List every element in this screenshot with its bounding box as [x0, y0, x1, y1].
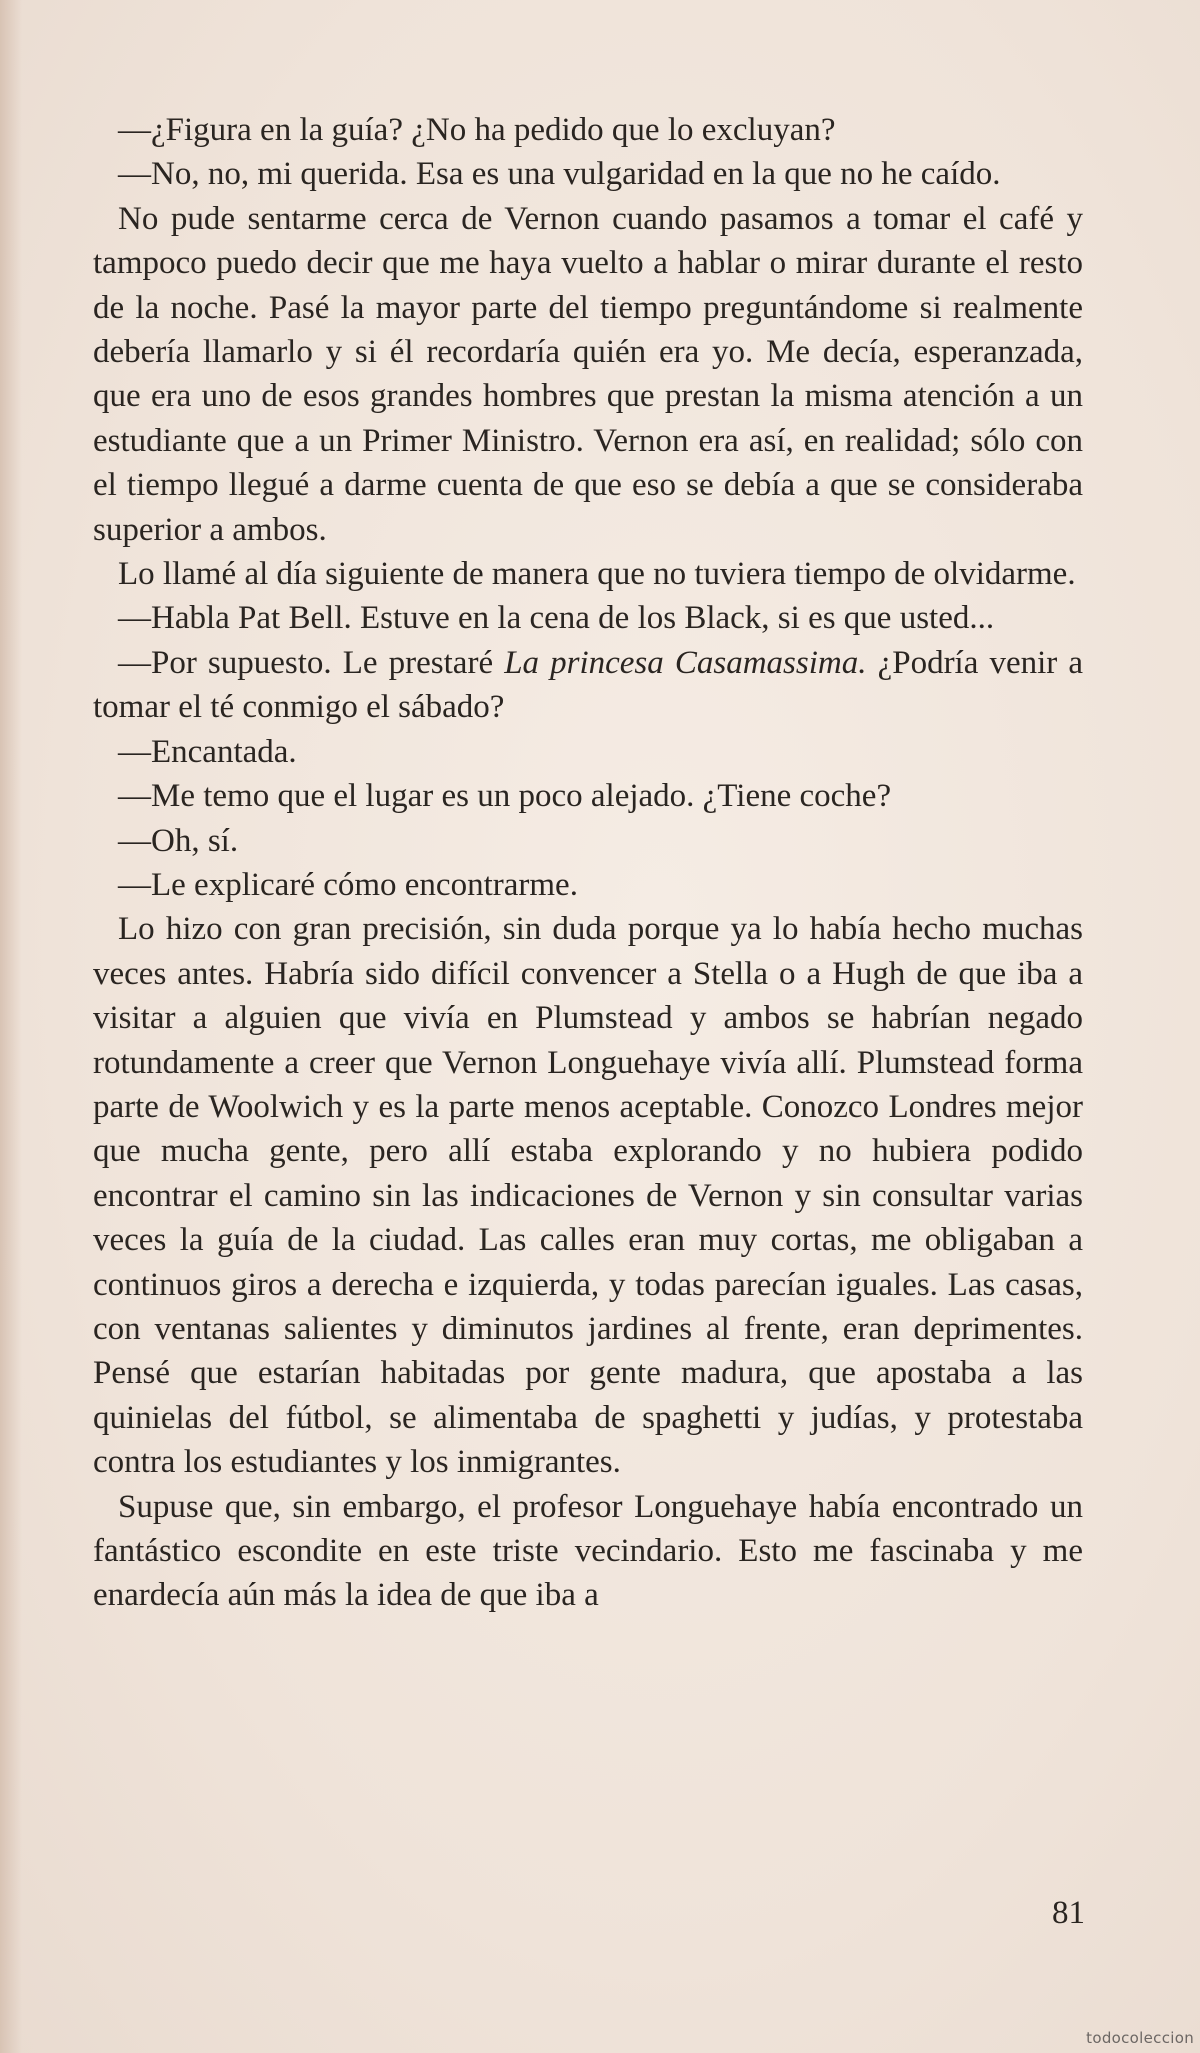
- page-spine-shadow: [0, 0, 22, 2053]
- text-run: ¿Podría venir a tomar el té conmigo el sábado?: [93, 644, 1084, 726]
- paragraph: —Me temo que el lugar es un poco alejado. ¿Tiene coche?: [118, 778, 892, 815]
- watermark-text: todocoleccion: [1086, 2029, 1194, 2047]
- paragraph: —Le explicaré cómo encontrarme.: [118, 866, 578, 903]
- paragraph: [93, 641, 1083, 730]
- body-text: [93, 108, 1083, 1618]
- paragraph: Supuse que, sin embargo, el profesor Longuehaye había encontrado un fantástico escondite en este triste vecindario. Esto me fascinaba y me enardecía aún más la idea de que iba a: [93, 1488, 1083, 1614]
- paragraph: —No, no, mi querida. Esa es una vulgaridad en la que no he caído.: [118, 156, 1001, 193]
- paragraph: Lo llamé al día siguiente de manera que no tuviera tiempo de olvidarme.: [118, 556, 1076, 593]
- paragraph: —Oh, sí.: [118, 822, 239, 859]
- paragraph: —Encantada.: [118, 733, 297, 770]
- page-number: 81: [1052, 1895, 1085, 1931]
- paragraph: Lo hizo con gran precisión, sin duda porque ya lo había hecho muchas veces antes. Habría sido difícil convencer a Stella o a Hugh de que iba a visitar a alguien que vivía en Plumstead y ambos se habrían negado rotundamente a creer que Vernon Longuehaye vivía allí. Plumstead forma parte de Woolwich y es la parte menos aceptable. Conozco Londres mejor que mucha gente, pero allí estaba explorando y no hubiera podido encontrar el camino sin las indicaciones de Vernon y sin consultar varias veces la guía de la ciudad. Las calles eran muy cortas, me obligaban a continuos giros a derecha e izquierda, y todas parecían iguales. Las casas, con ventanas salientes y diminutos jardines al frente, eran deprimentes. Pensé que estarían habitadas por gente madura, que apostaba a las quinielas del fútbol, se alimentaba de spaghetti y judías, y protestaba contra los estudiantes y los inmigrantes.: [93, 911, 1083, 1481]
- paragraph: —¿Figura en la guía? ¿No ha pedido que lo excluyan?: [118, 112, 836, 148]
- book-title-italic: La princesa Casamassima.: [504, 644, 867, 681]
- paragraph: —Habla Pat Bell. Estuve en la cena de los Black, si es que usted...: [118, 600, 995, 637]
- paragraph: No pude sentarme cerca de Vernon cuando pasamos a tomar el café y tampoco puedo decir que me haya vuelto a hablar o mirar durante el resto de la noche. Pasé la mayor parte del tiempo preguntándome si realmente debería llamarlo y si él recordaría quién era yo. Me decía, esperanzada, que era uno de esos grandes hombres que prestan la misma atención a un estudiante que a un Primer Ministro. Vernon era así, en realidad; sólo con el tiempo llegué a darme cuenta de que eso se debía a que se consideraba superior a ambos.: [93, 200, 1083, 548]
- text-run: —Por supuesto. Le prestaré: [118, 644, 505, 681]
